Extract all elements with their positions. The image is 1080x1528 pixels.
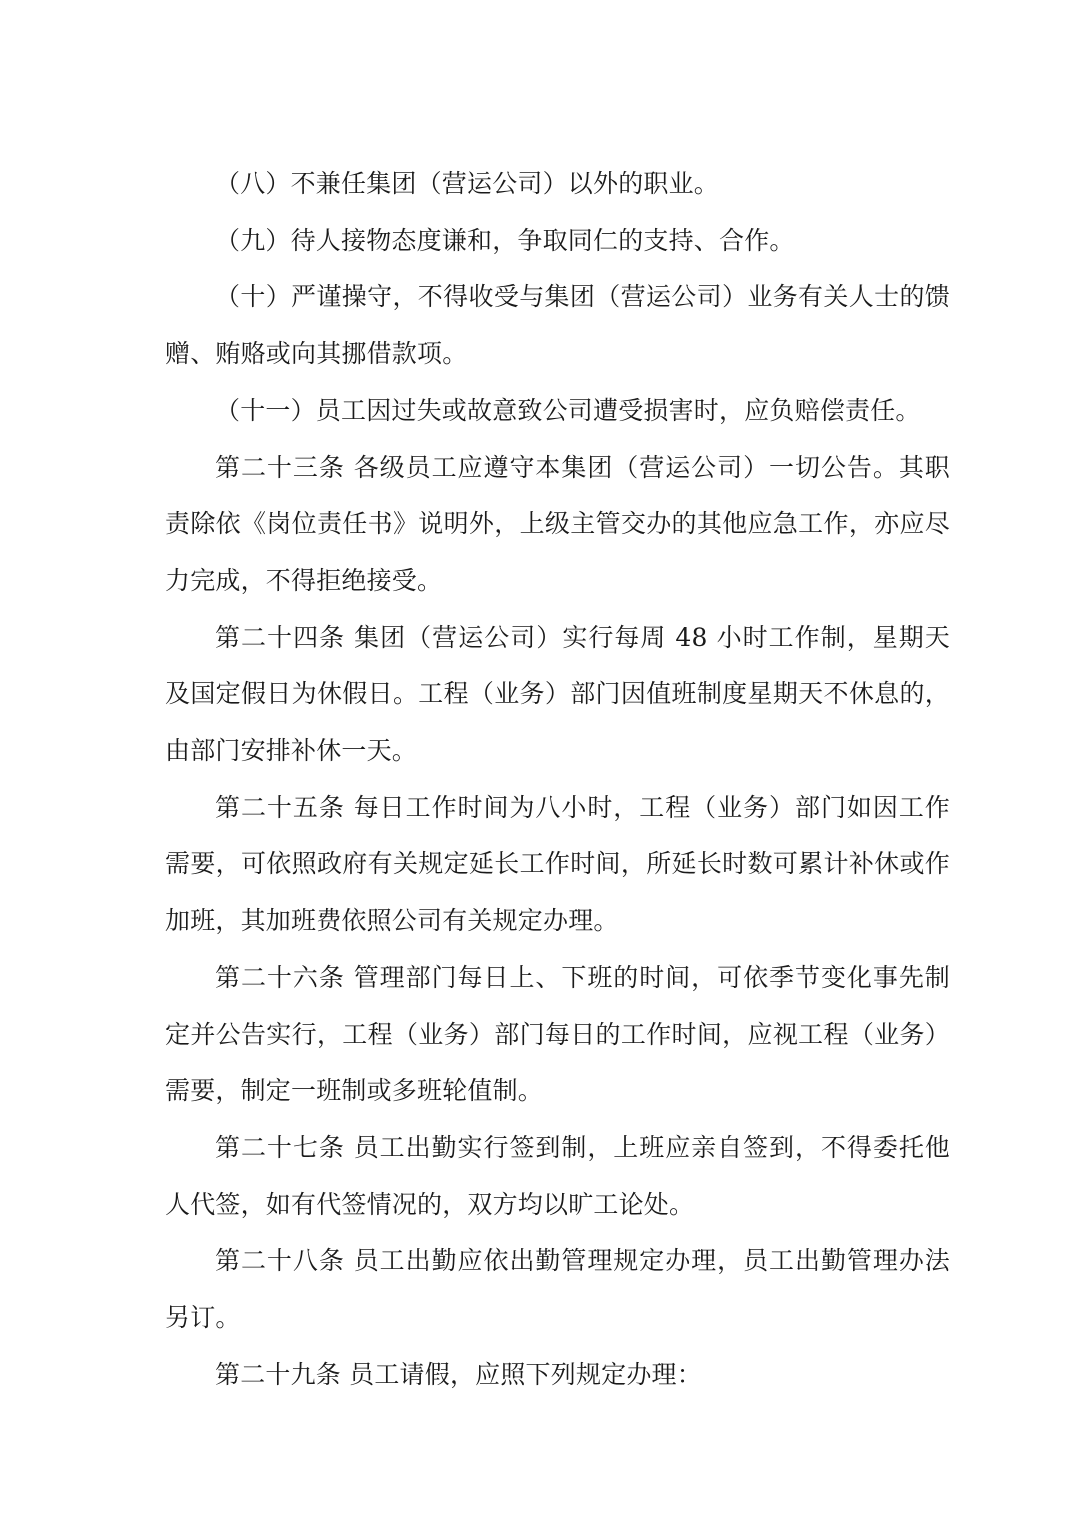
clause-8: （八）不兼任集团（营运公司）以外的职业。 xyxy=(215,169,720,198)
article-24: 第二十四条 集团（营运公司）实行每周 48 小时工作制，星期天及国定假日为休假日。工程（业务）部门因值班制度星期天不休息的，由部门安排补休一天。 xyxy=(165,622,950,766)
article-25: 第二十五条 每日工作时间为八小时，工程（业务）部门如因工作需要，可依照政府有关规定延长工作时间，所延长时数可累计补休或作加班，其加班费依照公司有关规定办理。 xyxy=(165,792,950,936)
article-27: 第二十七条 员工出勤实行签到制，上班应亲自签到，不得委托他人代签，如有代签情况的，双方均以旷工论处。 xyxy=(165,1132,950,1219)
article-28: 第二十八条 员工出勤应依出勤管理规定办理，员工出勤管理办法另订。 xyxy=(165,1246,950,1333)
clause-11: （十一）员工因过失或故意致公司遭受损害时，应负赔偿责任。 xyxy=(215,395,921,425)
clause-10: （十）严谨操守，不得收受与集团（营运公司）业务有关人士的馈赠、贿赂或向其挪借款项。 xyxy=(165,282,950,369)
article-23: 第二十三条 各级员工应遵守本集团（营运公司）一切公告。其职责除依《岗位责任书》说明外，上级主管交办的其他应急工作，亦应尽力完成，不得拒绝接受。 xyxy=(165,452,950,595)
clause-9: （九）待人接物态度谦和，争取同仁的支持、合作。 xyxy=(215,225,795,255)
article-26: 第二十六条 管理部门每日上、下班的时间，可依季节变化事先制定并公告实行，工程（业务）部门每日的工作时间，应视工程（业务）需要，制定一班制或多班轮值制。 xyxy=(165,962,950,1106)
article-29: 第二十九条 员工请假，应照下列规定办理： xyxy=(215,1359,702,1389)
document-body xyxy=(165,156,950,1403)
